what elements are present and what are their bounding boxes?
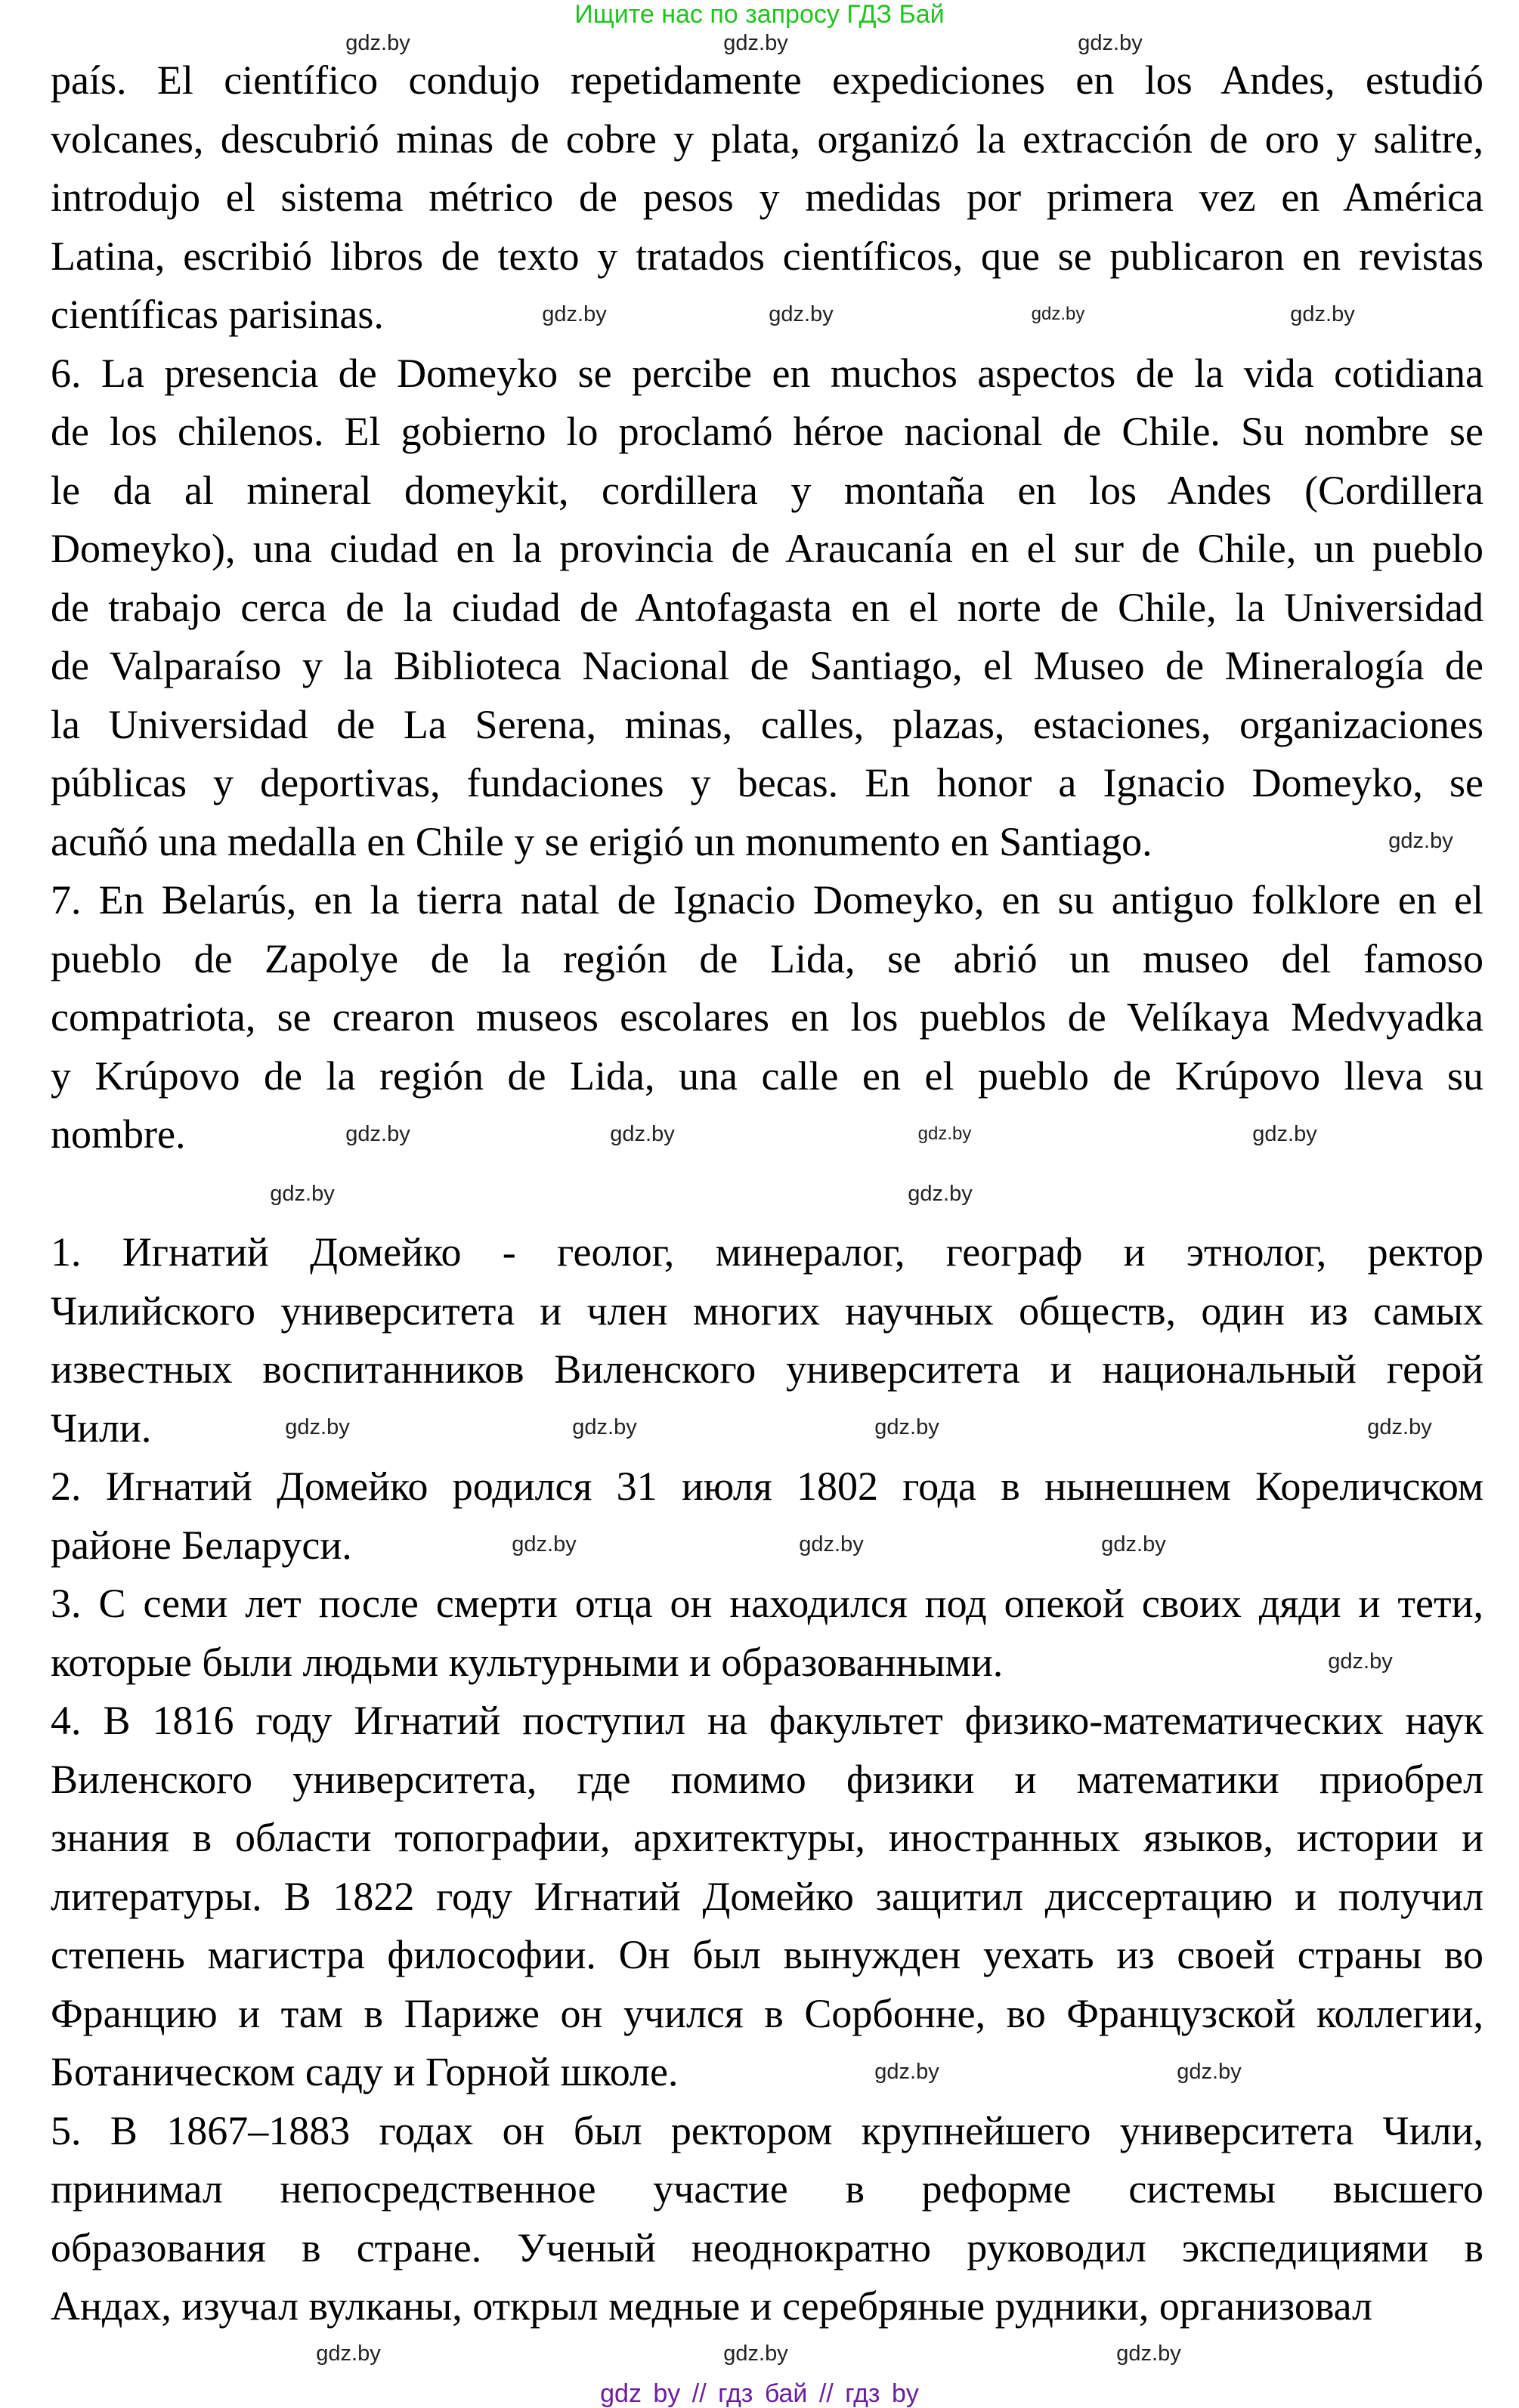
text-line: 7. En Belarús, en la tierra natal de Ignacio Domeyko, en su antiguo folklore en el [51,877,1483,923]
watermark: gdz.by [799,1532,864,1556]
text-line: nombre. [51,1111,186,1157]
watermark: gdz.by [874,2060,939,2084]
text-line: Latina, escribió libros de texto y tratados científicos, que se publicaron en revistas [51,233,1483,279]
watermark: gdz.by [1031,304,1085,324]
text-line: образования в стране. Ученый неоднократно руководил экспедициями в [51,2224,1483,2270]
text-line: volcanes, descubrió minas de cobre y plata, organizó la extracción de oro y salitre, [51,116,1483,162]
text-line: которые были людьми культурными и образованными. [51,1639,1004,1685]
text-line: известных воспитанников Виленского университета и национальный герой [51,1346,1483,1392]
watermark: gdz.by [917,1124,972,1144]
watermark: gdz.by [542,302,607,326]
watermark: gdz.by [1116,2342,1181,2366]
watermark: gdz.by [908,1182,973,1206]
watermark: gdz.by [610,1122,675,1146]
text-line: Domeyko), una ciudad en la provincia de Araucanía en el sur de Chile, un pueblo [51,526,1483,571]
text-line: le da al mineral domeykit, cordillera y montaña en los Andes (Cordillera [51,467,1483,513]
text-line: de Valparaíso y la Biblioteca Nacional de Santiago, el Museo de Mineralogía de [51,643,1483,688]
text-line: Францию и там в Париже он учился в Сорбонне, во Французской коллегии, [51,1990,1483,2036]
watermark: gdz.by [270,1182,335,1206]
text-line: принимал непосредственное участие в реформе системы высшего [51,2166,1483,2212]
text-line: 5. В 1867–1883 годах он был ректором крупнейшего университета Чили, [51,2107,1483,2153]
text-line: compatriota, se crearon museos escolares en los pueblos de Velíkaya Medvyadka [51,994,1483,1040]
text-line: Андах, изучал вулканы, открыл медные и серебряные рудники, организовал [51,2283,1372,2329]
text-line: 2. Игнатий Домейко родился 31 июля 1802 года в нынешнем Кореличском [51,1464,1483,1509]
text-line: 4. В 1816 году Игнатий поступил на факультет физико-математических наук [51,1698,1483,1743]
text-line: 6. La presencia de Domeyko se percibe en muchos aspectos de la vida cotidiana [51,350,1483,396]
watermark: gdz.by [723,31,788,55]
text-line: знания в области топографии, архитектуры, иностранных языков, истории и [51,1815,1483,1860]
watermark: gdz.by [285,1415,350,1439]
text-line: 3. С семи лет после смерти отца он находился под опекой своих дяди и тети, [51,1581,1483,1626]
text-line: de los chilenos. El gobierno lo proclamó héroe nacional de Chile. Su nombre se [51,409,1483,454]
watermark: gdz.by [1177,2060,1242,2084]
watermark: gdz.by [1388,829,1453,853]
text-line: y Krúpovo de la región de Lida, una calle en el pueblo de Krúpovo lleva su [51,1053,1483,1099]
text-line: степень магистра философии. Он был вынужден уехать из своей страны во [51,1932,1483,1977]
watermark: gdz.by [769,302,834,326]
text-line: públicas y deportivas, fundaciones y becas. En honor a Ignacio Domeyko, se [51,760,1483,805]
watermark: gdz.by [1252,1122,1317,1146]
text-line: introdujo el sistema métrico de pesos y medidas por primera vez en América [51,175,1483,220]
text-line: la Universidad de La Serena, minas, calles, plazas, estaciones, organizaciones [51,701,1483,747]
text-line: 1. Игнатий Домейко - геолог, минералог, географ и этнолог, ректор [51,1229,1483,1275]
watermark: gdz.by [345,31,410,55]
text-line: de trabajo cerca de la ciudad de Antofagasta en el norte de Chile, la Universidad [51,584,1483,630]
text-line: pueblo de Zapolye de la región de Lida, se abrió un museo del famoso [51,935,1483,981]
text-line: литературы. В 1822 году Игнатий Домейко защитил диссертацию и получил [51,1873,1483,1919]
watermark: gdz.by [1367,1415,1432,1439]
watermark: gdz.by [345,1122,410,1146]
text-line: país. El científico condujo repetidamente expediciones en los Andes, estudió [51,57,1483,103]
text-line: científicas parisinas. [51,292,384,337]
watermark: gdz.by [1328,1649,1393,1674]
text-line: Чили. [51,1405,152,1451]
watermark: gdz.by [874,1415,939,1439]
text-line: районе Беларуси. [51,1522,352,1568]
text-line: Ботаническом саду и Горной школе. [51,2049,679,2094]
search-banner: Ищите нас по запросу ГДЗ Бай [574,0,945,29]
watermark: gdz.by [723,2342,788,2366]
footer-banner: gdz by // гдз бай // гдз by [600,2379,919,2408]
watermark: gdz.by [1101,1532,1166,1556]
watermark: gdz.by [512,1532,577,1556]
watermark: gdz.by [316,2342,381,2366]
text-line: Виленского университета, где помимо физики и математики приобрел [51,1756,1483,1802]
watermark: gdz.by [1290,302,1355,326]
text-line: Чилийского университета и член многих научных обществ, один из самых [51,1287,1483,1334]
text-line: acuñó una medalla en Chile y se erigió un monumento en Santiago. [51,818,1152,864]
watermark: gdz.by [572,1415,637,1439]
watermark: gdz.by [1078,31,1143,55]
